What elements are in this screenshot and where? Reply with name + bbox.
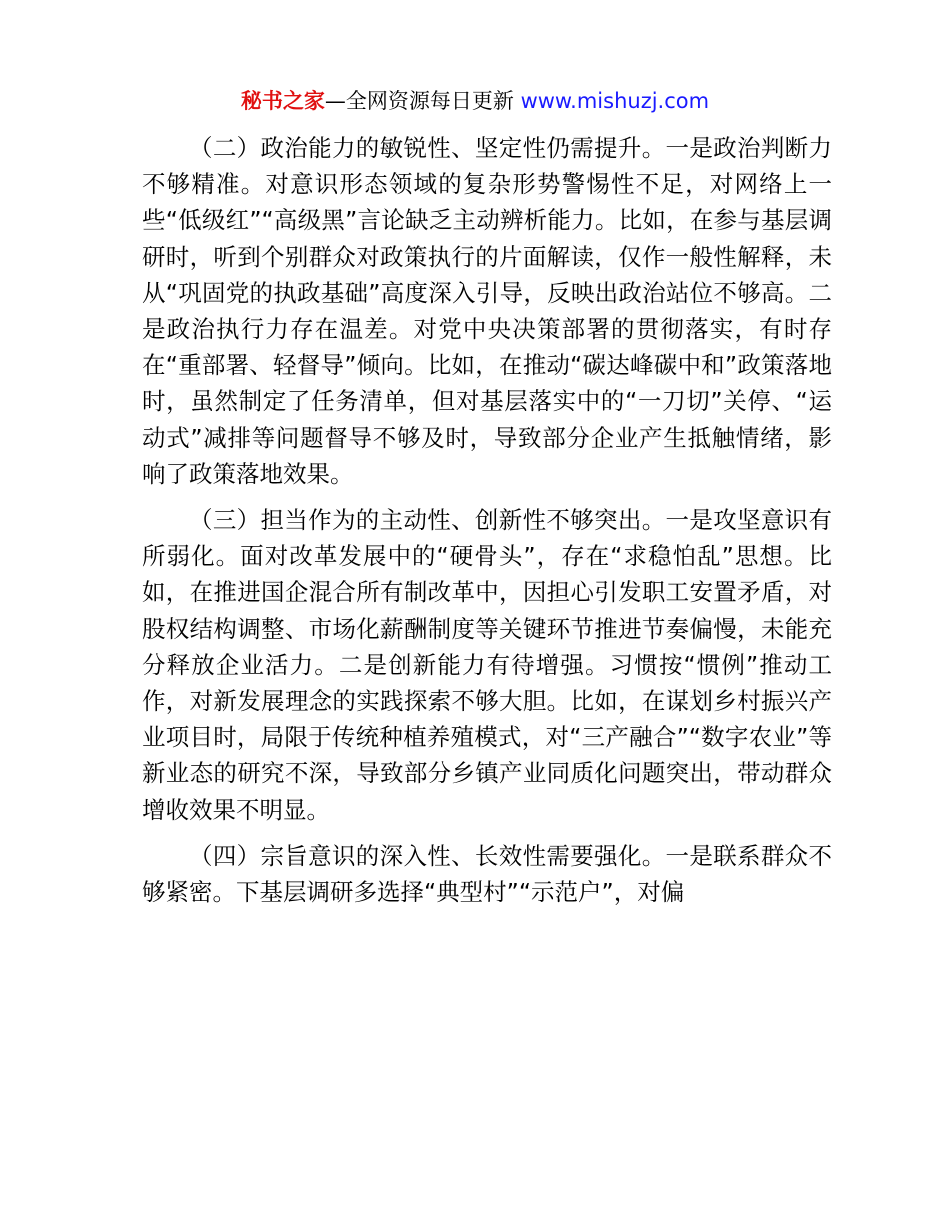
paragraph-section-4: （四）宗旨意识的深入性、长效性需要强化。一是联系群众不够紧密。下基层调研多选择“典型村”“示范户”，对偏 (142, 841, 832, 907)
site-slogan: —全网资源每日更新 (324, 89, 521, 113)
document-body (142, 130, 832, 910)
site-url-link[interactable]: www.mishuzj.com (520, 89, 710, 113)
paragraph-section-3: （三）担当作为的主动性、创新性不够突出。一是攻坚意识有所弱化。面对改革发展中的“硬骨头”，存在“求稳怕乱”思想。比如，在推进国企混合所有制改革中，因担心引发职工安置矛盾，对股权结构调整、市场化薪酬制度等关键环节推进节奏偏慢，未能充分释放企业活力。二是创新能力有待增强。习惯按“惯例”推动工作，对新发展理念的实践探索不够大胆。比如，在谋划乡村振兴产业项目时，局限于传统种植养殖模式，对“三产融合”“数字农业”等新业态的研究不深，导致部分乡镇产业同质化问题突出，带动群众增收效果不明显。 (142, 506, 832, 824)
paragraph-section-2: （二）政治能力的敏锐性、坚定性仍需提升。一是政治判断力不够精准。对意识形态领域的复杂形势警惕性不足，对网络上一些“低级红”“高级黑”言论缺乏主动辨析能力。比如，在参与基层调研时，听到个别群众对政策执行的片面解读，仅作一般性解释，未从“巩固党的执政基础”高度深入引导，反映出政治站位不够高。二是政治执行力存在温差。对党中央决策部署的贯彻落实，有时存在“重部署、轻督导”倾向。比如，在推动“碳达峰碳中和”政策落地时，虽然制定了任务清单，但对基层落实中的“一刀切”关停、“运动式”减排等问题督导不够及时，导致部分企业产生抵触情绪，影响了政策落地效果。 (142, 134, 832, 488)
site-brand: 秘书之家 (240, 89, 325, 113)
site-header (0, 86, 950, 116)
